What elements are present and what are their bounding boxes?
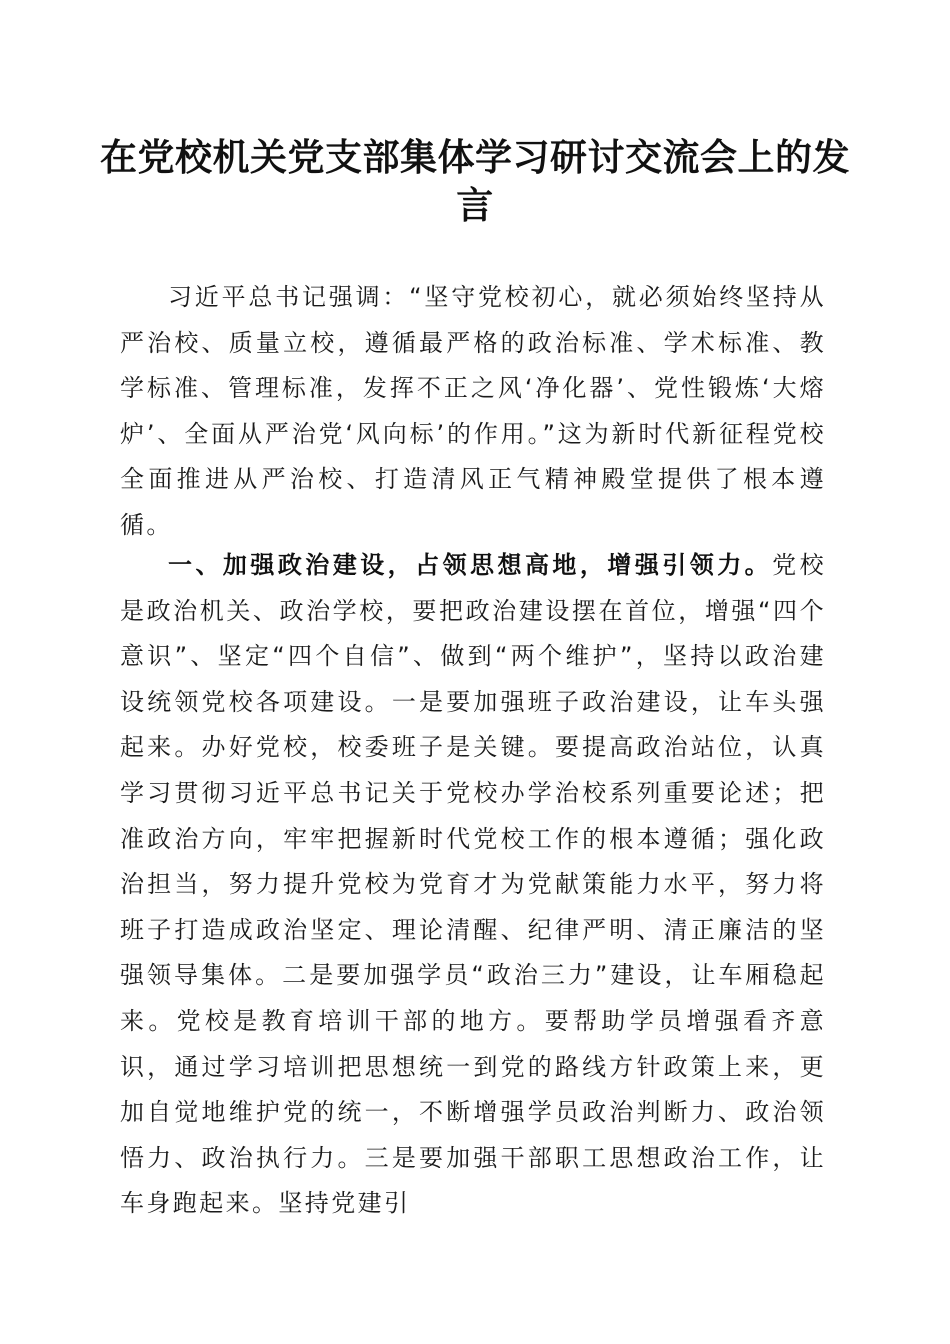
paragraph-intro: 习近平总书记强调：“坚守党校初心，就必须始终坚持从严治校、质量立校，遵循最严格的政治标准、学术标准、教学标准、管理标准，发挥不正之风‘净化器’、党性锻炼‘大熔炉’、全面从严治党‘风向标’的作用。”这为新时代新征程党校全面推进从严治校、打造清风正气精神殿堂提供了根本遵循。 (120, 283, 826, 539)
paragraph-section-one (120, 543, 826, 1227)
section-body-text: 党校是政治机关、政治学校，要把政治建设摆在首位，增强“四个意识”、坚定“四个自信”、做到“两个维护”，坚持以政治建设统领党校各项建设。一是要加强班子政治建设，让车头强起来。办好党校，校委班子是关键。要提高政治站位，认真学习贯彻习近平总书记关于党校办学治校系列重要论述；把准政治方向，牢牢把握新时代党校工作的根本遵循；强化政治担当，努力提升党校为党育才为党献策能力水平，努力将班子打造成政治坚定、理论清醒、纪律严明、清正廉洁的坚强领导集体。二是要加强学员“政治三力”建设，让车厢稳起来。党校是教育培训干部的地方。要帮助学员增强看齐意识，通过学习培训把思想统一到党的路线方针政策上来，更加自觉地维护党的统一，不断增强学员政治判断力、政治领悟力、政治执行力。三是要加强干部职工思想政治工作，让车身跑起来。坚持党建引 (120, 551, 826, 1218)
document-title: 在党校机关党支部集体学习研讨交流会上的发言 (100, 135, 850, 227)
section-heading: 一、加强政治建设，占领思想高地，增强引领力。 (168, 551, 773, 579)
